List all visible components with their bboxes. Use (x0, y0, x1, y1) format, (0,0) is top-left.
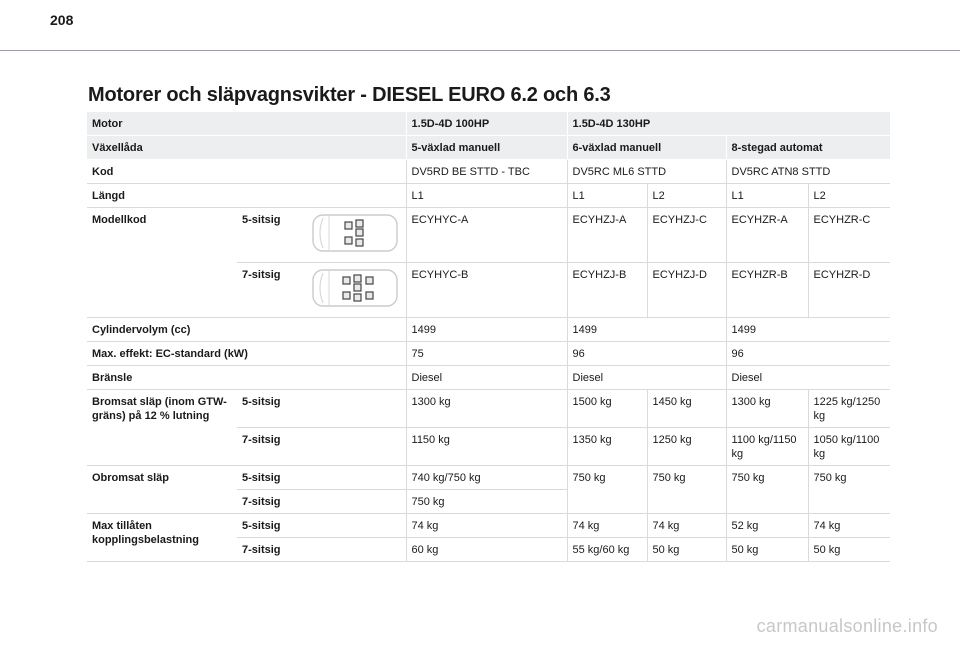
model-code-label: Modellkod (87, 208, 237, 318)
power-value: 96 (726, 342, 890, 366)
gearbox-6-manual: 6-växlad manuell (567, 136, 726, 160)
length-value: L1 (726, 184, 808, 208)
engine-100hp: 1.5D-4D 100HP (406, 112, 567, 136)
code-value: DV5RC ATN8 STTD (726, 160, 890, 184)
displacement-value: 1499 (726, 318, 890, 342)
fuel-value: Diesel (567, 366, 726, 390)
length-value: L2 (808, 184, 890, 208)
unbraked-value: 750 kg (406, 490, 567, 514)
table-row-length (87, 184, 890, 208)
seat-5-label: 5-sitsig (237, 514, 406, 538)
power-value: 96 (567, 342, 726, 366)
towbar-value: 52 kg (726, 514, 808, 538)
van-5-seat-icon (307, 208, 406, 263)
gearbox-5-manual: 5-växlad manuell (406, 136, 567, 160)
table-row-displacement (87, 318, 890, 342)
length-value: L2 (647, 184, 726, 208)
gearbox-label: Växellåda (87, 136, 406, 160)
model-code: ECYHZJ-A (567, 208, 647, 263)
towbar-value: 50 kg (647, 538, 726, 562)
page-number: 208 (50, 12, 74, 28)
braked-value: 1450 kg (647, 390, 726, 428)
towbar-value: 74 kg (406, 514, 567, 538)
braked-value: 1300 kg (726, 390, 808, 428)
braked-value: 1350 kg (567, 428, 647, 466)
seat-5-label: 5-sitsig (237, 390, 406, 428)
displacement-value: 1499 (406, 318, 567, 342)
towbar-value: 50 kg (808, 538, 890, 562)
model-code: ECYHZR-D (808, 263, 890, 318)
table-row-power (87, 342, 890, 366)
displacement-value: 1499 (567, 318, 726, 342)
table-row-motor (87, 112, 890, 136)
watermark: carmanualsonline.info (756, 616, 938, 636)
braked-value: 1150 kg (406, 428, 567, 466)
length-value: L1 (567, 184, 647, 208)
braked-value: 1100 kg/1150 kg (726, 428, 808, 466)
table-row-model-5 (87, 208, 890, 263)
van-7-seat-icon (307, 263, 406, 318)
braked-value: 1225 kg/1250 kg (808, 390, 890, 428)
braked-value: 1500 kg (567, 390, 647, 428)
power-label: Max. effekt: EC-standard (kW) (87, 342, 406, 366)
braked-value: 1250 kg (647, 428, 726, 466)
table-row-code (87, 160, 890, 184)
seat-5-label: 5-sitsig (237, 466, 406, 490)
braked-value: 1050 kg/1100 kg (808, 428, 890, 466)
header-divider (0, 50, 960, 51)
unbraked-value: 740 kg/750 kg (406, 466, 567, 490)
engine-spec-table (87, 112, 890, 562)
code-value: DV5RD BE STTD - TBC (406, 160, 567, 184)
table-row-unbraked-5 (87, 466, 890, 490)
unbraked-value: 750 kg (726, 466, 808, 514)
model-code: ECYHZJ-C (647, 208, 726, 263)
gearbox-8-auto: 8-stegad automat (726, 136, 890, 160)
unbraked-value: 750 kg (567, 466, 647, 514)
motor-label: Motor (87, 112, 406, 136)
towbar-value: 74 kg (808, 514, 890, 538)
towbar-value: 55 kg/60 kg (567, 538, 647, 562)
unbraked-trailer-label: Obromsat släp (87, 466, 237, 514)
model-code: ECYHZR-A (726, 208, 808, 263)
braked-value: 1300 kg (406, 390, 567, 428)
table-row-braked-5 (87, 390, 890, 428)
model-code: ECYHZR-B (726, 263, 808, 318)
seat-7-label: 7-sitsig (237, 538, 406, 562)
towbar-value: 74 kg (567, 514, 647, 538)
towbar-value: 60 kg (406, 538, 567, 562)
towbar-value: 50 kg (726, 538, 808, 562)
engine-130hp: 1.5D-4D 130HP (567, 112, 890, 136)
code-value: DV5RC ML6 STTD (567, 160, 726, 184)
power-value: 75 (406, 342, 567, 366)
model-code: ECYHZJ-B (567, 263, 647, 318)
towbar-value: 74 kg (647, 514, 726, 538)
seat-5-label: 5-sitsig (237, 208, 307, 263)
table-row-towbar-5 (87, 514, 890, 538)
table-row-gearbox (87, 136, 890, 160)
model-code: ECYHZJ-D (647, 263, 726, 318)
model-code: ECYHYC-A (406, 208, 567, 263)
table-row-fuel (87, 366, 890, 390)
fuel-label: Bränsle (87, 366, 406, 390)
displacement-label: Cylindervolym (cc) (87, 318, 406, 342)
model-code: ECYHZR-C (808, 208, 890, 263)
unbraked-value: 750 kg (808, 466, 890, 514)
code-label: Kod (87, 160, 406, 184)
model-code: ECYHYC-B (406, 263, 567, 318)
page-title: Motorer och släpvagnsvikter - DIESEL EURO 6.2 och 6.3 (88, 84, 611, 106)
unbraked-value: 750 kg (647, 466, 726, 514)
seat-7-label: 7-sitsig (237, 428, 406, 466)
length-label: Längd (87, 184, 406, 208)
fuel-value: Diesel (726, 366, 890, 390)
seat-7-label: 7-sitsig (237, 490, 406, 514)
braked-trailer-label: Bromsat släp (inom GTW-gräns) på 12 % lutning (87, 390, 237, 466)
length-value: L1 (406, 184, 567, 208)
fuel-value: Diesel (406, 366, 567, 390)
seat-7-label: 7-sitsig (237, 263, 307, 318)
towbar-load-label: Max tillåten kopplingsbelastning (87, 514, 237, 562)
